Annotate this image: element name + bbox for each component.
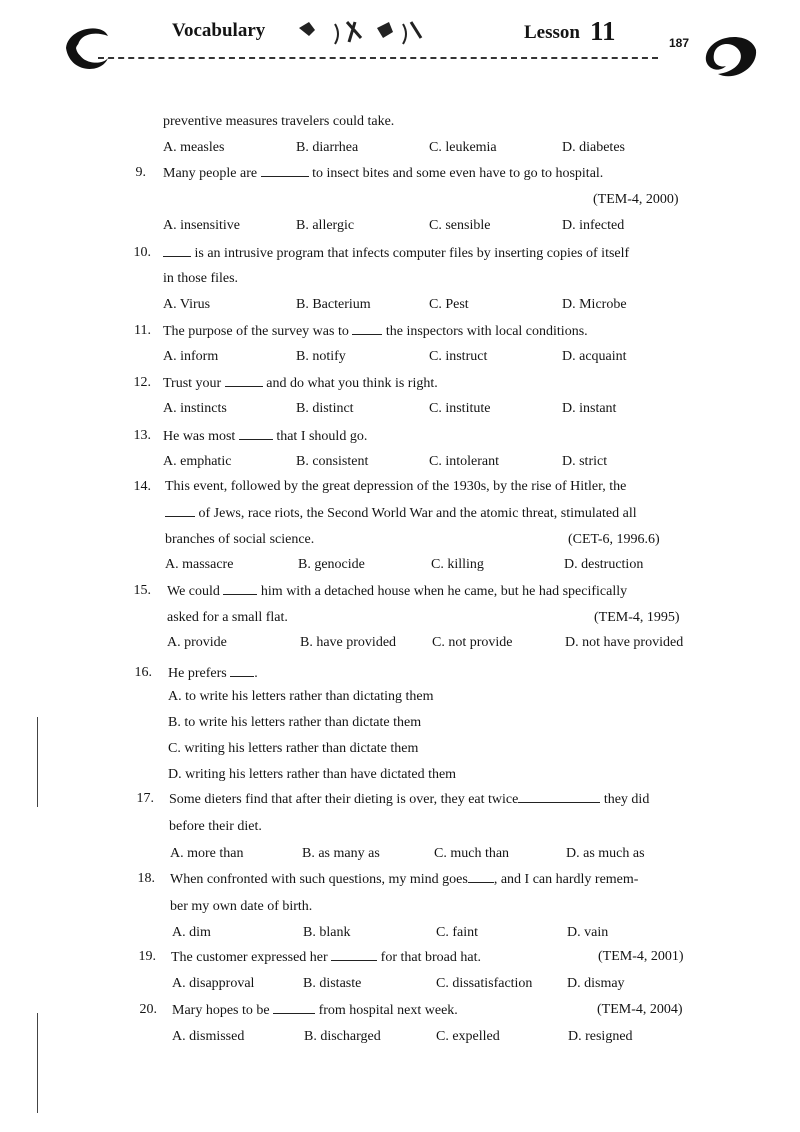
question-number: 13. xyxy=(133,428,151,443)
answer-option: C. not provide xyxy=(432,635,513,650)
exam-source: (TEM-4, 2001) xyxy=(598,949,684,964)
answer-option: A. to write his letters rather than dictating them xyxy=(168,689,434,704)
answer-option: A. dim xyxy=(172,925,211,940)
question-number: 16. xyxy=(134,665,152,680)
answer-option: B. as many as xyxy=(302,846,380,861)
question-stem-line xyxy=(168,664,258,683)
question-stem-line xyxy=(169,790,649,809)
answer-blank xyxy=(239,427,273,440)
answer-option: A. disapproval xyxy=(172,976,255,991)
question-number: 20. xyxy=(139,1002,157,1017)
answer-option: D. not have provided xyxy=(565,635,684,650)
answer-option: B. consistent xyxy=(296,454,369,469)
answer-option: C. dissatisfaction xyxy=(436,976,533,991)
answer-blank xyxy=(225,374,263,387)
stem-text: is an intrusive program that infects computer files by inserting copies of itself xyxy=(191,246,630,261)
answer-option: A. dismissed xyxy=(172,1029,245,1044)
question-stem-line xyxy=(167,582,627,601)
answer-option: A. more than xyxy=(170,846,244,861)
answer-option: C. intolerant xyxy=(429,454,499,469)
answer-option: A. instincts xyxy=(163,401,227,416)
page-number: 187 xyxy=(669,36,690,50)
answer-blank xyxy=(165,504,195,517)
exam-source: (TEM-4, 2004) xyxy=(597,1002,683,1017)
answer-option: D. destruction xyxy=(564,557,644,572)
answer-option: D. acquaint xyxy=(562,349,627,364)
answer-option: C. killing xyxy=(431,557,484,572)
stem-text: We could xyxy=(167,584,224,599)
stem-text: . xyxy=(254,666,258,681)
answer-blank xyxy=(261,164,309,177)
section-title: Vocabulary xyxy=(172,20,266,41)
answer-blank xyxy=(223,582,257,595)
answer-blank xyxy=(518,790,600,803)
answer-option: C. writing his letters rather than dictate them xyxy=(168,741,419,756)
answer-option: C. leukemia xyxy=(429,140,497,155)
stem-text: Mary hopes to be xyxy=(172,1003,274,1018)
answer-option: B. Bacterium xyxy=(296,297,371,312)
answer-option: B. genocide xyxy=(298,557,365,572)
answer-blank xyxy=(468,870,494,883)
answer-option: B. diarrhea xyxy=(296,140,359,155)
answer-option: A. insensitive xyxy=(163,218,240,233)
question-stem-line: asked for a small flat. xyxy=(167,610,288,625)
answer-option: A. emphatic xyxy=(163,454,232,469)
question-stem-line xyxy=(163,374,438,393)
question-stem-line: This event, followed by the great depression of the 1930s, by the rise of Hitler, the xyxy=(165,479,627,494)
stem-text: him with a detached house when he came, but he had specifically xyxy=(257,584,628,599)
answer-option: A. measles xyxy=(163,140,225,155)
stem-text: that I should go. xyxy=(272,429,368,444)
answer-option: B. distinct xyxy=(296,401,354,416)
question-stem-line xyxy=(171,948,481,967)
answer-option: B. notify xyxy=(296,349,346,364)
answer-option: A. massacre xyxy=(165,557,234,572)
stem-text: He prefers xyxy=(168,666,231,681)
question-stem-line xyxy=(163,322,588,341)
question-number: 12. xyxy=(133,375,151,390)
answer-option: B. distaste xyxy=(303,976,362,991)
question-stem-line: ber my own date of birth. xyxy=(170,899,313,914)
stem-text: the inspectors with local conditions. xyxy=(382,324,588,339)
stem-text: The customer expressed her xyxy=(171,950,332,965)
answer-option: C. much than xyxy=(434,846,510,861)
question-stem-line xyxy=(163,427,367,446)
question-number: 9. xyxy=(135,165,146,180)
stem-text: Some dieters find that after their dieting is over, they eat twice xyxy=(169,792,519,807)
answer-blank xyxy=(352,322,382,335)
answer-option: C. institute xyxy=(429,401,491,416)
answer-option: D. Microbe xyxy=(562,297,627,312)
answer-option: D. instant xyxy=(562,401,617,416)
question-stem-line xyxy=(163,244,629,263)
question-stem-line: in those files. xyxy=(163,271,239,286)
question-number: 10. xyxy=(133,245,151,260)
question-number: 15. xyxy=(133,583,151,598)
question-stem-line: before their diet. xyxy=(169,819,262,834)
stem-text: of Jews, race riots, the Second World War and the atomic threat, stimulated all xyxy=(195,506,637,521)
answer-blank xyxy=(273,1001,315,1014)
stem-text: and do what you think is right. xyxy=(262,376,438,391)
answer-option: B. discharged xyxy=(304,1029,381,1044)
lesson-label: Lesson xyxy=(524,22,580,43)
stem-text: Trust your xyxy=(163,376,225,391)
margin-mark xyxy=(37,717,38,807)
answer-option: D. as much as xyxy=(566,846,645,861)
answer-option: D. resigned xyxy=(568,1029,633,1044)
exam-source: (TEM-4, 2000) xyxy=(593,192,679,207)
answer-option: C. expelled xyxy=(436,1029,500,1044)
question-number: 18. xyxy=(137,871,155,886)
question-stem-line: branches of social science. xyxy=(165,532,315,547)
answer-option: C. Pest xyxy=(429,297,469,312)
answer-option: B. have provided xyxy=(300,635,397,650)
answer-option: B. allergic xyxy=(296,218,355,233)
answer-blank xyxy=(163,244,191,257)
stem-text: The purpose of the survey was to xyxy=(163,324,353,339)
stem-text: , and I can hardly remem- xyxy=(493,872,639,887)
question-stem-line: preventive measures travelers could take. xyxy=(163,114,395,129)
answer-option: C. instruct xyxy=(429,349,488,364)
answer-option: A. provide xyxy=(167,635,227,650)
answer-blank xyxy=(331,948,377,961)
answer-option: C. sensible xyxy=(429,218,491,233)
margin-mark xyxy=(37,1013,38,1113)
stem-text: When confronted with such questions, my mind goes xyxy=(170,872,468,887)
answer-option: D. strict xyxy=(562,454,608,469)
question-number: 11. xyxy=(134,323,151,338)
question-number: 19. xyxy=(138,949,156,964)
question-stem-line xyxy=(163,164,603,183)
question-stem-line xyxy=(172,1001,458,1020)
stem-text: for that broad hat. xyxy=(377,950,481,965)
stem-text: to insect bites and some even have to go to hospital. xyxy=(308,166,604,181)
stem-text: He was most xyxy=(163,429,239,444)
answer-option: A. inform xyxy=(163,349,219,364)
answer-option: D. diabetes xyxy=(562,140,625,155)
answer-option: A. Virus xyxy=(163,297,211,312)
question-number: 14. xyxy=(133,479,151,494)
lesson-number: 11 xyxy=(590,16,616,46)
answer-option: D. infected xyxy=(562,218,625,233)
answer-option: D. writing his letters rather than have dictated them xyxy=(168,767,457,782)
stem-text: from hospital next week. xyxy=(315,1003,458,1018)
question-stem-line xyxy=(165,504,637,523)
answer-option: D. vain xyxy=(567,925,609,940)
answer-option: B. to write his letters rather than dictate them xyxy=(168,715,422,730)
answer-blank xyxy=(230,664,254,677)
question-number: 17. xyxy=(136,791,154,806)
exam-source: (TEM-4, 1995) xyxy=(594,610,680,625)
question-stem-line xyxy=(170,870,638,889)
stem-text: they did xyxy=(600,792,650,807)
stem-text: Many people are xyxy=(163,166,261,181)
exam-source: (CET-6, 1996.6) xyxy=(568,532,660,547)
answer-option: D. dismay xyxy=(567,976,625,991)
answer-option: C. faint xyxy=(436,925,478,940)
answer-option: B. blank xyxy=(303,925,351,940)
